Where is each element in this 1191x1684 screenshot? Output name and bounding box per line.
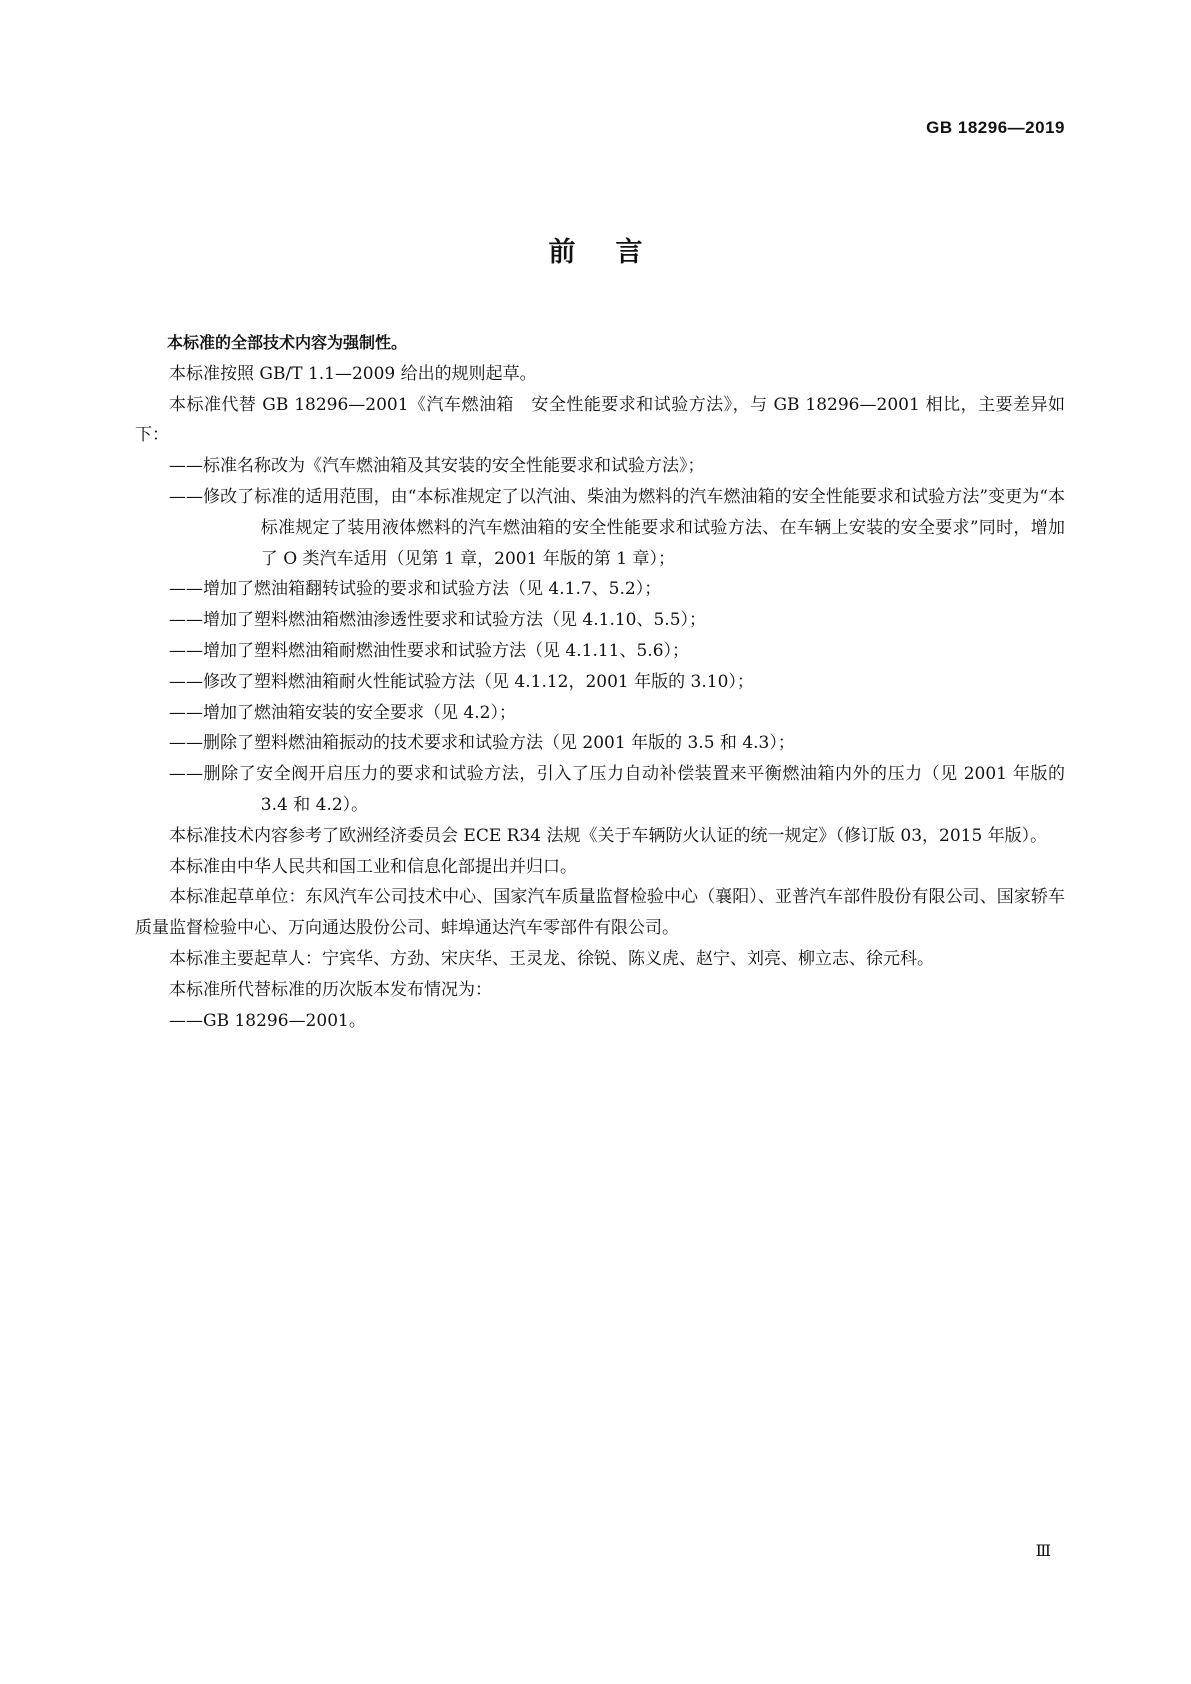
page-number: Ⅲ xyxy=(1035,1541,1051,1560)
change-item: ——标准名称改为《汽车燃油箱及其安装的安全性能要求和试验方法》； xyxy=(169,456,705,477)
history-item: ——GB 18296—2001。 xyxy=(169,1010,366,1031)
change-item: ——增加了塑料燃油箱燃油渗透性要求和试验方法（见 4.1.10、5.5）； xyxy=(169,610,707,631)
change-item: ——修改了塑料燃油箱耐火性能试验方法（见 4.1.12，2001 年版的 3.10）； xyxy=(169,671,754,692)
page-title: 前言 xyxy=(548,237,683,268)
proposer-paragraph: 本标准由中华人民共和国工业和信息化部提出并归口。 xyxy=(169,856,577,877)
reference-paragraph: 本标准技术内容参考了欧洲经济委员会 ECE R34 法规《关于车辆防火认证的统一规定》（修订版 03，2015 年版）。 xyxy=(169,825,1048,846)
mandatory-statement: 本标准的全部技术内容为强制性。 xyxy=(167,333,408,352)
drafting-units-paragraph: 本标准起草单位：东风汽车公司技术中心、国家汽车质量监督检验中心（襄阳）、亚普汽车部件股份有限公司、国家轿车质量监督检验中心、万向通达股份公司、蚌埠通达汽车零部件有限公司。 xyxy=(135,887,1065,939)
change-item: ——删除了安全阀开启压力的要求和试验方法，引入了压力自动补偿装置来平衡燃油箱内外的压力（见 2001 年版的 3.4 和 4.2）。 xyxy=(169,764,1065,815)
change-item: ——增加了燃油箱安装的安全要求（见 4.2）； xyxy=(169,702,516,723)
change-item: ——增加了燃油箱翻转试验的要求和试验方法（见 4.1.7、5.2）； xyxy=(169,579,662,600)
history-intro-paragraph: 本标准所代替标准的历次版本发布情况为： xyxy=(169,979,492,1000)
standard-code: GB 18296—2019 xyxy=(926,118,1065,137)
drafters-paragraph: 本标准主要起草人：宁宾华、方劲、宋庆华、王灵龙、徐锐、陈义虎、赵宁、刘亮、柳立志、徐元科。 xyxy=(169,948,934,969)
change-item: ——增加了塑料燃油箱耐燃油性要求和试验方法（见 4.1.11、5.6）； xyxy=(169,640,690,661)
change-item: ——修改了标准的适用范围，由“本标准规定了以汽油、柴油为燃料的汽车燃油箱的安全性能要求和试验方法”变更为“本标准规定了装用液体燃料的汽车燃油箱的安全性能要求和试验方法、在车辆上安装的安全要求”同时，增加了 O 类汽车适用（见第 1 章，2001 年版的第 1 章）； xyxy=(169,486,1065,569)
document-body xyxy=(135,328,1065,1036)
replacement-paragraph: 本标准代替 GB 18296—2001《汽车燃油箱 安全性能要求和试验方法》，与 GB 18296—2001 相比，主要差异如下： xyxy=(135,394,1065,446)
change-item: ——删除了塑料燃油箱振动的技术要求和试验方法（见 2001 年版的 3.5 和 4.3）； xyxy=(169,733,795,754)
drafting-rules-paragraph: 本标准按照 GB/T 1.1—2009 给出的规则起草。 xyxy=(169,363,537,384)
